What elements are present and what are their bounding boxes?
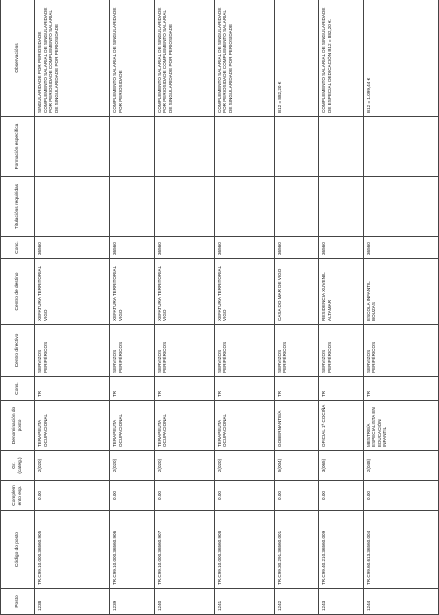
cell-codigo: TR.C99.10.000.36560.908 (214, 511, 274, 589)
cell-grupo: 2(048) (363, 451, 438, 481)
cell-denominacion: TERAPEUTA OCUPACIONAL (154, 401, 214, 451)
cell-grupo: 3(065) (319, 451, 364, 481)
header-centro-directivo: Centro directivo (1, 325, 35, 377)
cell-posto: 1239 (110, 589, 155, 615)
cell-complemento: 0.00 (110, 481, 155, 511)
cell-centro-directivo: SERVIZOS PERIFÉRICOS (319, 325, 364, 377)
cell-observacions: COMPLEMENTO SALARIAL DE SINGULARIDADE POR PERIOSIDADE COMPLEMENTO SALARIAL DE SINGULARIDADE POR PERIOSIDADE (154, 0, 214, 117)
cell-complemento: 0.00 (154, 481, 214, 511)
cell-posto: 1244 (363, 589, 438, 615)
cell-titulacions (35, 177, 110, 237)
cell-codigo: TR.C99.10.000.36560.907 (154, 511, 214, 589)
cell-denominacion: MESTRE/A ESPECIALISTA EN EDUCACIÓN INFANTIL (363, 401, 438, 451)
cell-complemento: 0.00 (274, 481, 319, 511)
cell-formacion (110, 117, 155, 177)
cell-observacions: SINGULARIDADE POR PERIOSIDADE COMPLEMENTO SALARIAL DE SINGULARIDADE POR PERIOSIDADE COMPLEMENTO SALARIAL DE SINGULARIDADE POR PERIOSIDADE (35, 0, 110, 117)
cell-observacions: B12 = 1.099,44 € (363, 0, 438, 117)
cell-centro-destino: XEFATURA TERRITORIAL VIGO (154, 259, 214, 325)
cell-denominacion: OFICIAL 1ª COCIÑA (319, 401, 364, 451)
cell-cons: TR (154, 377, 214, 401)
cell-titulacions (214, 177, 274, 237)
cell-complemento: 0.00 (319, 481, 364, 511)
cell-conc: 36560 (319, 237, 364, 259)
cell-codigo: TR.C99.60.613.36560.004 (363, 511, 438, 589)
cell-posto: 1240 (154, 589, 214, 615)
cell-grupo: 2(020) (35, 451, 110, 481)
cell-formacion (154, 117, 214, 177)
cell-observacions: COMPLEMENTO SALARIAL DE SINGULARIDADE POR PERIOSIDADE COMPLEMENTO SALARIAL DE SINGULARIDADE POR PERIOSIDADE (214, 0, 274, 117)
cell-complemento: 0.00 (363, 481, 438, 511)
cell-posto: 1238 (35, 589, 110, 615)
table-row (274, 0, 319, 615)
header-denominacion: Denominación do posto (1, 401, 35, 451)
cell-formacion (35, 117, 110, 177)
header-observacions: Observacións (1, 0, 35, 117)
cell-centro-directivo: SERVIZOS PERIFÉRICOS (214, 325, 274, 377)
cell-conc: 36560 (154, 237, 214, 259)
cell-grupo: 5(004) (274, 451, 319, 481)
cell-conc: 36560 (214, 237, 274, 259)
cell-grupo: 2(020) (154, 451, 214, 481)
cell-denominacion: TERAPEUTA OCUPACIONAL (214, 401, 274, 451)
cell-cons: TR (214, 377, 274, 401)
cell-denominacion: TERAPEUTA OCUPACIONAL (110, 401, 155, 451)
header-row (1, 0, 35, 615)
cell-formacion (214, 117, 274, 177)
header-complemento: Complemento esp. (1, 481, 35, 511)
cell-titulacions (319, 177, 364, 237)
table-row (154, 0, 214, 615)
cell-codigo: TR.C99.30.291.36560.001 (274, 511, 319, 589)
cell-grupo: 2(020) (110, 451, 155, 481)
table-row (319, 0, 364, 615)
cell-titulacions (154, 177, 214, 237)
table-row (214, 0, 274, 615)
cell-observacions: COMPLEMENTO SALARIAL DE SINGULARIDADE DE ESPECIAL DEDICACIÓN B12 = 882,20 €. (319, 0, 364, 117)
cell-posto: 1243 (319, 589, 364, 615)
header-grupo: Gr. (categ.) (1, 451, 35, 481)
cell-observacions: B12 = 882,20 € (274, 0, 319, 117)
cell-centro-destino: XEFATURA TERRITORIAL VIGO (110, 259, 155, 325)
cell-grupo: 2(020) (214, 451, 274, 481)
cell-centro-directivo: SERVIZOS PERIFÉRICOS (110, 325, 155, 377)
cell-posto: 1241 (214, 589, 274, 615)
header-titulacions: Titulacións requiridas (1, 177, 35, 237)
cell-conc: 36560 (363, 237, 438, 259)
cell-codigo: TR.C99.10.000.36560.906 (110, 511, 155, 589)
cell-complemento: 0.00 (214, 481, 274, 511)
cell-observacions: COMPLEMENTO SALARIAL DE SINGULARIDADE POR PERIOSIDADE (110, 0, 155, 117)
cell-conc: 36560 (274, 237, 319, 259)
cell-titulacions (363, 177, 438, 237)
table-row (363, 0, 438, 615)
cell-centro-destino: ESCOLA INFANTIL BOUZAS (363, 259, 438, 325)
header-centro-destino: Centro de destino (1, 259, 35, 325)
cell-centro-directivo: SERVIZOS PERIFÉRICOS (274, 325, 319, 377)
cell-cons: TR (363, 377, 438, 401)
cell-codigo: TR.C99.40.210.36560.009 (319, 511, 364, 589)
cell-conc: 36560 (35, 237, 110, 259)
header-conc: Conc. (1, 237, 35, 259)
cell-cons: TR (319, 377, 364, 401)
cell-denominacion: GOBERNANTE/A (274, 401, 319, 451)
header-formacion: Formación específica (1, 117, 35, 177)
cell-conc: 36560 (110, 237, 155, 259)
table-row (35, 0, 110, 615)
cell-titulacions (274, 177, 319, 237)
cell-titulacions (110, 177, 155, 237)
header-cons: Cons. (1, 377, 35, 401)
table-row (110, 0, 155, 615)
cell-complemento: 0.00 (35, 481, 110, 511)
cell-centro-destino: XEFATURA TERRITORIAL VIGO (35, 259, 110, 325)
cell-formacion (319, 117, 364, 177)
cell-centro-destino: CASA DO MAR DE VIGO (274, 259, 319, 325)
cell-cons: TR (35, 377, 110, 401)
cell-denominacion: TERAPEUTA OCUPACIONAL (35, 401, 110, 451)
cell-centro-destino: XEFATURA TERRITORIAL VIGO (214, 259, 274, 325)
cell-cons: TR (274, 377, 319, 401)
cell-posto: 1242 (274, 589, 319, 615)
cell-centro-directivo: SERVIZOS PERIFÉRICOS (154, 325, 214, 377)
cell-formacion (274, 117, 319, 177)
cell-cons: TR (110, 377, 155, 401)
cell-formacion (363, 117, 438, 177)
cell-centro-directivo: SERVIZOS PERIFÉRICOS (363, 325, 438, 377)
cell-centro-destino: RESIDENCIA XUVENIL ALTAMAR (319, 259, 364, 325)
header-posto: Posto (1, 589, 35, 615)
cell-centro-directivo: SERVIZOS PERIFÉRICOS (35, 325, 110, 377)
cell-codigo: TR.C99.10.000.36560.905 (35, 511, 110, 589)
header-codigo: Código do posto (1, 511, 35, 589)
